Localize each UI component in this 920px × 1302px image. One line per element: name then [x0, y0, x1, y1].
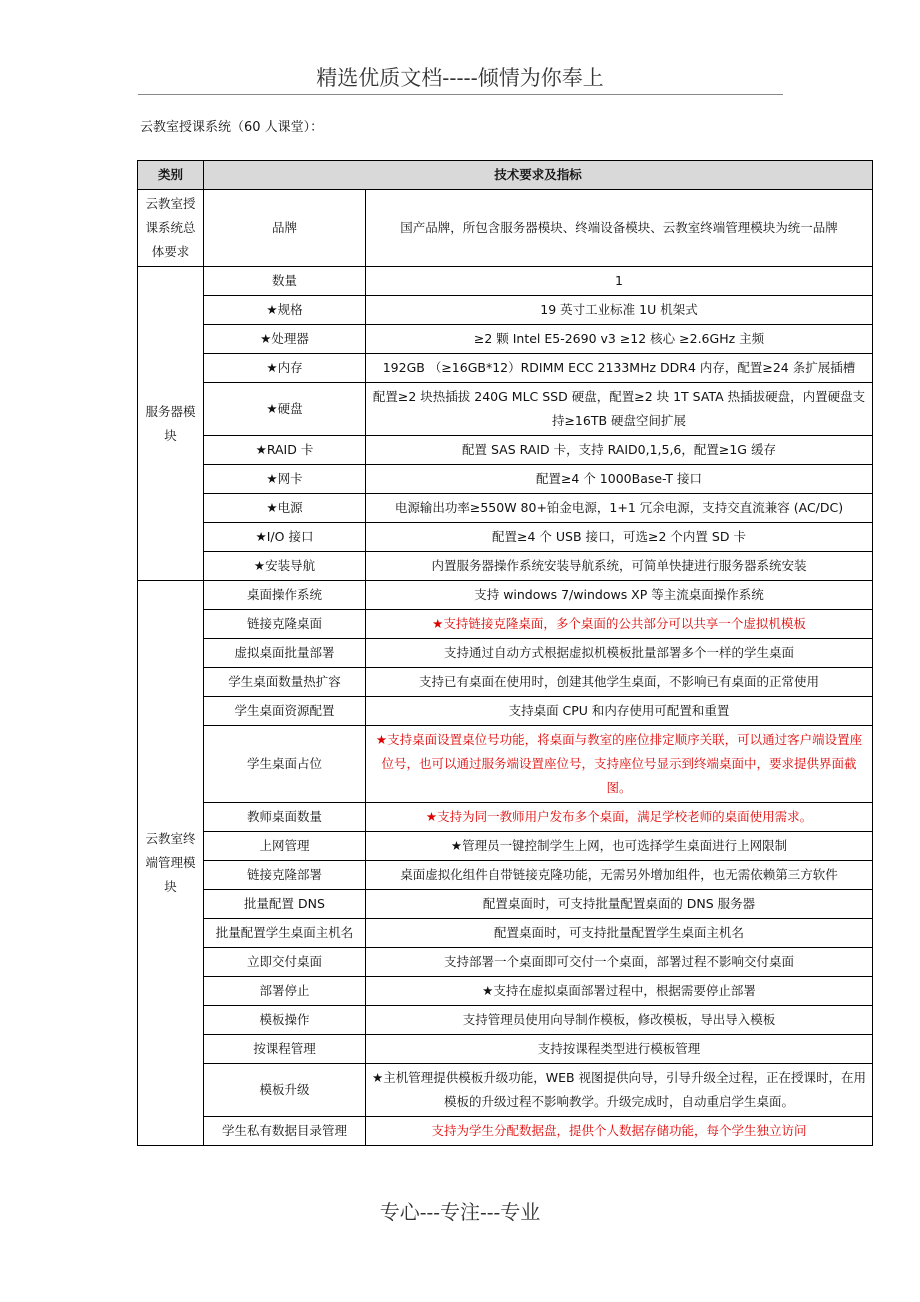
- item-cell: 批量配置学生桌面主机名: [204, 919, 366, 948]
- table-row: [138, 610, 873, 639]
- table-row: [138, 697, 873, 726]
- item-cell: 按课程管理: [204, 1035, 366, 1064]
- category-cell: 服务器模块: [138, 267, 204, 581]
- item-cell: ★I/O 接口: [204, 523, 366, 552]
- spec-cell: 19 英寸工业标准 1U 机架式: [366, 296, 873, 325]
- spec-cell: 支持管理员使用向导制作模板，修改模板，导出导入模板: [366, 1006, 873, 1035]
- table-row: [138, 919, 873, 948]
- spec-cell: 配置桌面时，可支持批量配置桌面的 DNS 服务器: [366, 890, 873, 919]
- table-row: [138, 267, 873, 296]
- spec-cell: 192GB （≥16GB*12）RDIMM ECC 2133MHz DDR4 内存，配置≥24 条扩展插槽: [366, 354, 873, 383]
- category-cell: 云教室授课系统总体要求: [138, 190, 204, 267]
- table-row: [138, 639, 873, 668]
- table-row: [138, 803, 873, 832]
- spec-cell: 配置 SAS RAID 卡，支持 RAID0,1,5,6，配置≥1G 缓存: [366, 436, 873, 465]
- item-cell: ★处理器: [204, 325, 366, 354]
- item-cell: 链接克隆桌面: [204, 610, 366, 639]
- category-cell: 云教室终端管理模块: [138, 581, 204, 1146]
- spec-cell: 桌面虚拟化组件自带链接克隆功能，无需另外增加组件，也无需依赖第三方软件: [366, 861, 873, 890]
- spec-cell: ★支持为同一教师用户发布多个桌面，满足学校老师的桌面使用需求。: [366, 803, 873, 832]
- item-cell: ★规格: [204, 296, 366, 325]
- table-row: [138, 890, 873, 919]
- item-cell: ★电源: [204, 494, 366, 523]
- item-cell: 学生私有数据目录管理: [204, 1117, 366, 1146]
- item-cell: 品牌: [204, 190, 366, 267]
- item-cell: 教师桌面数量: [204, 803, 366, 832]
- section-intro: 云教室授课系统（60 人课堂）：: [140, 120, 324, 135]
- spec-cell: 配置≥2 块热插拔 240G MLC SSD 硬盘，配置≥2 块 1T SATA 热插拔硬盘，内置硬盘支持≥16TB 硬盘空间扩展: [366, 383, 873, 436]
- header-category: 类别: [138, 161, 204, 190]
- item-cell: 模板升级: [204, 1064, 366, 1117]
- item-cell: ★硬盘: [204, 383, 366, 436]
- item-cell: 桌面操作系统: [204, 581, 366, 610]
- spec-cell: ★主机管理提供模板升级功能，WEB 视图提供向导，引导升级全过程，正在授课时，在用模板的升级过程不影响教学。升级完成时，自动重启学生桌面。: [366, 1064, 873, 1117]
- spec-cell: 支持部署一个桌面即可交付一个桌面，部署过程不影响交付桌面: [366, 948, 873, 977]
- spec-cell: 配置≥4 个 1000Base-T 接口: [366, 465, 873, 494]
- item-cell: 学生桌面占位: [204, 726, 366, 803]
- table-row: [138, 1035, 873, 1064]
- spec-cell: 配置≥4 个 USB 接口，可选≥2 个内置 SD 卡: [366, 523, 873, 552]
- spec-table: [137, 160, 873, 1146]
- spec-cell: 支持 windows 7/windows XP 等主流桌面操作系统: [366, 581, 873, 610]
- page-header: 精选优质文档-----倾情为你奉上: [316, 66, 604, 90]
- item-cell: 学生桌面资源配置: [204, 697, 366, 726]
- item-cell: 链接克隆部署: [204, 861, 366, 890]
- table-row: [138, 296, 873, 325]
- header-divider: [138, 94, 783, 95]
- spec-cell: 支持桌面 CPU 和内存使用可配置和重置: [366, 697, 873, 726]
- item-cell: ★网卡: [204, 465, 366, 494]
- table-row: [138, 354, 873, 383]
- spec-cell: ★支持链接克隆桌面，多个桌面的公共部分可以共享一个虚拟机模板: [366, 610, 873, 639]
- table-row: [138, 1064, 873, 1117]
- item-cell: 部署停止: [204, 977, 366, 1006]
- table-row: [138, 465, 873, 494]
- spec-cell: 支持已有桌面在使用时，创建其他学生桌面，不影响已有桌面的正常使用: [366, 668, 873, 697]
- table-row: [138, 861, 873, 890]
- table-row: [138, 668, 873, 697]
- item-cell: 批量配置 DNS: [204, 890, 366, 919]
- table-row: [138, 383, 873, 436]
- spec-cell: ★支持在虚拟桌面部署过程中，根据需要停止部署: [366, 977, 873, 1006]
- item-cell: ★RAID 卡: [204, 436, 366, 465]
- header-spec: 技术要求及指标: [204, 161, 873, 190]
- table-row: [138, 436, 873, 465]
- table-row: [138, 1006, 873, 1035]
- spec-cell: ★管理员一键控制学生上网，也可选择学生桌面进行上网限制: [366, 832, 873, 861]
- item-cell: 虚拟桌面批量部署: [204, 639, 366, 668]
- spec-cell: 支持通过自动方式根据虚拟机模板批量部署多个一样的学生桌面: [366, 639, 873, 668]
- item-cell: 数量: [204, 267, 366, 296]
- spec-cell: ★支持桌面设置桌位号功能，将桌面与教室的座位排定顺序关联，可以通过客户端设置座位号，也可以通过服务端设置座位号，支持座位号显示到终端桌面中，要求提供界面截图。: [366, 726, 873, 803]
- item-cell: 模板操作: [204, 1006, 366, 1035]
- table-row: [138, 726, 873, 803]
- table-row: [138, 948, 873, 977]
- table-header-row: [138, 161, 873, 190]
- spec-cell: 电源输出功率≥550W 80+铂金电源，1+1 冗余电源，支持交直流兼容 (AC/DC): [366, 494, 873, 523]
- table-row: [138, 523, 873, 552]
- table-row: [138, 581, 873, 610]
- table-row: [138, 832, 873, 861]
- table-row: [138, 325, 873, 354]
- spec-cell: 配置桌面时，可支持批量配置学生桌面主机名: [366, 919, 873, 948]
- spec-table-body: [138, 190, 873, 1146]
- item-cell: ★内存: [204, 354, 366, 383]
- spec-cell: 内置服务器操作系统安装导航系统，可简单快捷进行服务器系统安装: [366, 552, 873, 581]
- table-row: [138, 494, 873, 523]
- spec-cell: 1: [366, 267, 873, 296]
- spec-cell: 国产品牌，所包含服务器模块、终端设备模块、云教室终端管理模块为统一品牌: [366, 190, 873, 267]
- item-cell: 上网管理: [204, 832, 366, 861]
- table-row: [138, 190, 873, 267]
- table-row: [138, 552, 873, 581]
- spec-cell: 支持为学生分配数据盘，提供个人数据存储功能，每个学生独立访问: [366, 1117, 873, 1146]
- table-row: [138, 977, 873, 1006]
- table-row: [138, 1117, 873, 1146]
- item-cell: 学生桌面数量热扩容: [204, 668, 366, 697]
- item-cell: 立即交付桌面: [204, 948, 366, 977]
- spec-cell: ≥2 颗 Intel E5-2690 v3 ≥12 核心 ≥2.6GHz 主频: [366, 325, 873, 354]
- spec-cell: 支持按课程类型进行模板管理: [366, 1035, 873, 1064]
- page-footer: 专心---专注---专业: [379, 1200, 541, 1224]
- item-cell: ★安装导航: [204, 552, 366, 581]
